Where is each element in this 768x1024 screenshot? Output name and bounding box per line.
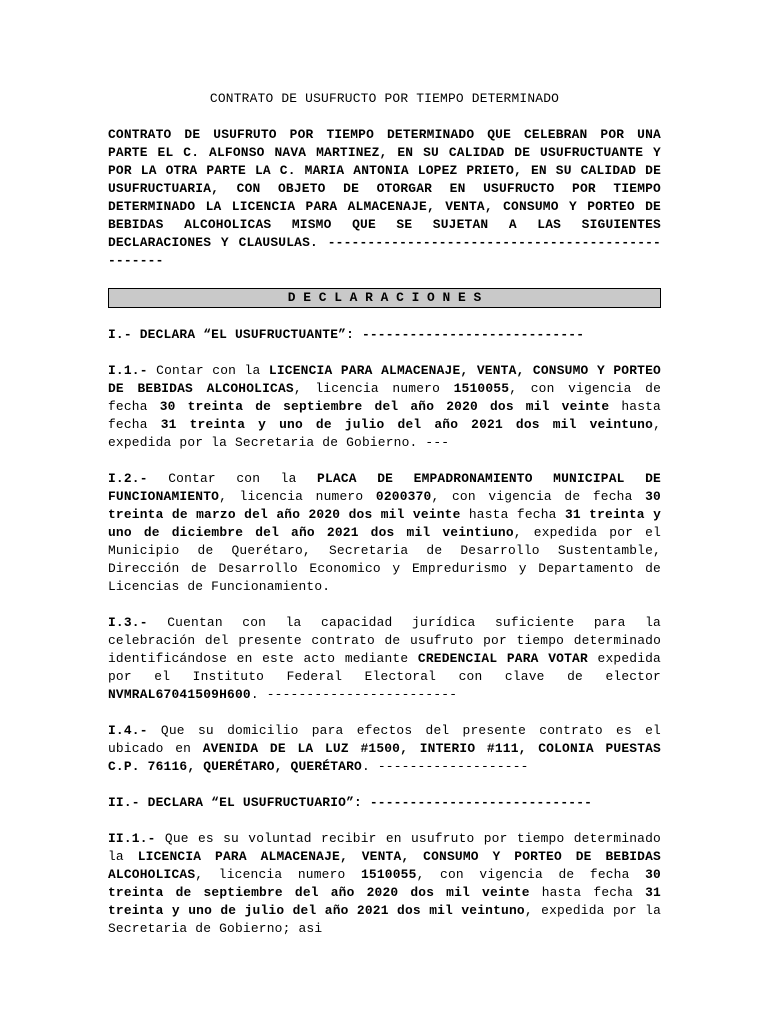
text-run: , licencia numero	[293, 381, 454, 396]
clause-II-1	[108, 830, 661, 938]
text-run: , con vigencia de fecha	[416, 867, 646, 882]
bold-text-run: I.3.-	[108, 615, 148, 630]
text-run: hasta fecha	[108, 399, 661, 432]
clause-I-1	[108, 362, 661, 452]
bold-text-run: 31 treinta y uno de julio del año 2021 dos mil veintuno	[160, 417, 654, 432]
text-run: Cuentan con la capacidad jurídica suficiente para la celebración del presente contrato de usufruto por tiempo determinado identificándose en este acto mediante	[108, 615, 661, 666]
text-run: Que es su voluntad recibir en usufruto por tiempo determinado la	[108, 831, 661, 864]
bold-text-run: AVENIDA DE LA LUZ #1500, INTERIO #111, COLONIA PUESTAS C.P. 76116, QUERÉTARO, QUERÉTARO	[108, 741, 661, 774]
clause-I-4	[108, 722, 661, 776]
declarations-header-bar: D E C L A R A C I O N E S	[108, 288, 661, 308]
text-run: hasta fecha	[460, 507, 565, 522]
contract-document	[108, 90, 661, 938]
clause-I-3	[108, 614, 661, 704]
text-run: , expedida por la Secretaria de Gobierno; asi	[108, 903, 662, 936]
text-run: , con vigencia de fecha	[431, 489, 646, 504]
text-run: , licencia numero	[195, 867, 361, 882]
text-run: Contar con la	[147, 363, 269, 378]
bold-text-run: LICENCIA PARA ALMACENAJE, VENTA, CONSUMO Y PORTEO DE BEBIDAS ALCOHOLICAS	[108, 849, 661, 882]
bold-text-run: PLACA DE EMPADRONAMIENTO MUNICIPAL DE FUNCIONAMIENTO	[108, 471, 661, 504]
bold-text-run: 1510055	[453, 381, 510, 396]
bold-text-run: I.4.-	[108, 723, 148, 738]
text-run: hasta fecha	[529, 885, 646, 900]
bold-text-run: I.2.-	[108, 471, 148, 486]
text-run: Contar con la	[147, 471, 318, 486]
bold-text-run: 0200370	[375, 489, 432, 504]
bold-text-run: CREDENCIAL PARA VOTAR	[417, 651, 588, 666]
bold-text-run: 30 treinta de septiembre del año 2020 dos mil veinte	[108, 867, 661, 900]
text-run: , expedida por el Municipio de Querétaro, Secretaria de Desarrollo Sustentamble, Dirección de Desarrollo Economico y Empredurismo y Departamento de Licencias de Funcionamiento.	[108, 525, 662, 594]
declaration-usufructuante-heading: I.- DECLARA “EL USUFRUCTUANTE”: ----------------------------	[108, 327, 585, 342]
bold-text-run: II.1.-	[108, 831, 156, 846]
text-run: , expedida por la Secretaria de Gobierno. ---	[108, 417, 661, 450]
bold-text-run: NVMRAL67041509H600	[108, 687, 251, 702]
bold-text-run: LICENCIA PARA ALMACENAJE, VENTA, CONSUMO Y PORTEO DE BEBIDAS ALCOHOLICAS	[108, 363, 661, 396]
intro-paragraph: CONTRATO DE USUFRUTO POR TIEMPO DETERMINADO QUE CELEBRAN POR UNA PARTE EL C. ALFONSO NAVA MARTINEZ, EN SU CALIDAD DE USUFRUCTUANTE Y POR LA OTRA PARTE LA C. MARIA ANTONIA LOPEZ PRIETO, EN SU CALIDAD DE USUFRUCTUARIA, CON OBJETO DE OTORGAR EN USUFRUCTO POR TIEMPO DETERMINADO LA LICENCIA PARA ALMACENAJE, VENTA, CONSUMO Y PORTEO DE BEBIDAS ALCOHOLICAS MISMO QUE SE SUJETAN A LAS SIGUIENTES DECLARACIONES Y CLAUSULAS. -------------------------------------------------	[108, 127, 661, 268]
bold-text-run: 1510055	[361, 867, 417, 882]
text-run: . ------------------------	[250, 687, 458, 702]
bold-text-run: 31 treinta y uno de diciembre del año 2021 dos mil veintiuno	[108, 507, 661, 540]
document-title: CONTRATO DE USUFRUCTO POR TIEMPO DETERMINADO	[209, 91, 560, 106]
text-run: , licencia numero	[219, 489, 376, 504]
text-run: expedida por el Instituto Federal Electoral con clave de elector	[108, 651, 661, 684]
bold-text-run: I.1.-	[108, 363, 148, 378]
declaration-usufructuario-heading: II.- DECLARA “EL USUFRUCTUARIO”: ----------------------------	[108, 795, 593, 810]
bold-text-run: 31 treinta y uno de julio del año 2021 dos mil veintuno	[108, 885, 661, 918]
bold-text-run: 30 treinta de septiembre del año 2020 dos mil veinte	[159, 399, 610, 414]
text-run: Que su domicilio para efectos del presente contrato es el ubicado en	[108, 723, 661, 756]
clause-I-2	[108, 470, 661, 596]
text-run: . -------------------	[361, 759, 529, 774]
text-run: , con vigencia de fecha	[108, 381, 662, 414]
bold-text-run: 30 treinta de marzo del año 2020 dos mil veinte	[108, 489, 661, 522]
